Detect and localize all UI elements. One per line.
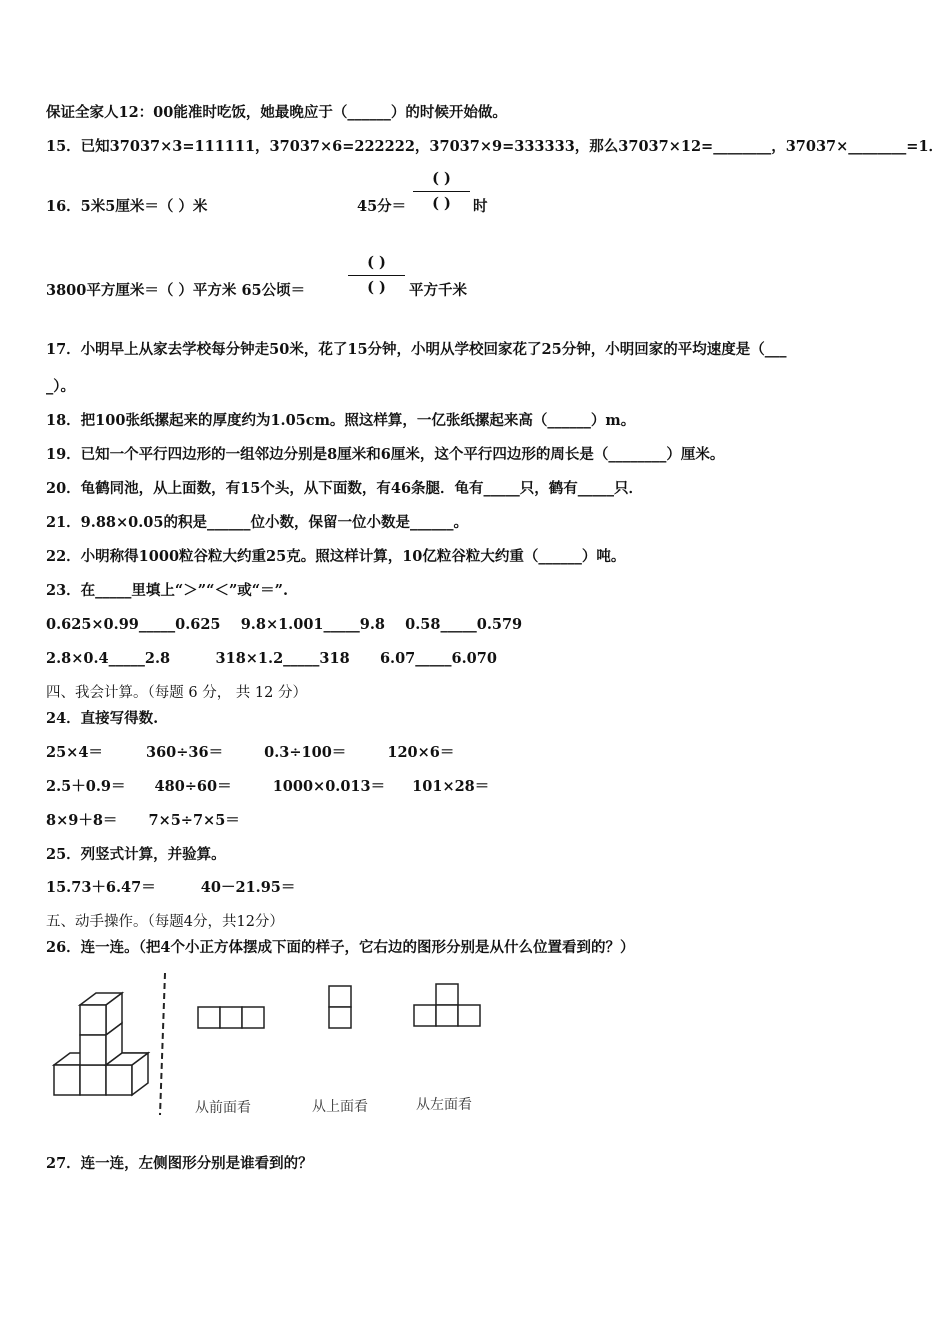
cube-views-figure	[40, 965, 510, 1125]
calc-item: 40－21.95＝	[200, 879, 296, 896]
question-20: 20．龟鹤同池，从上面数，有15个头，从下面数，有46条腿．龟有_____只，鹤有_____只．	[46, 480, 644, 497]
section-4-heading: 四、我会计算。（每题 6 分， 共 12 分）	[46, 685, 307, 701]
question-16-part-c-prefix: 3800平方厘米＝（ ）平方米 65公顷＝	[46, 282, 306, 299]
question-24-row-3	[46, 812, 240, 830]
fraction-denominator: ( )	[432, 195, 451, 212]
calc-item: 1000×0.013＝	[272, 778, 386, 795]
fraction-bar	[348, 275, 405, 276]
question-15: 15．已知37037×3=111111，37037×6=222222，37037×9=333333，那么37037×12=________，37037×________=1．	[46, 138, 944, 155]
question-26: 26．连一连。（把4个小正方体摆成下面的样子，它右边的图形分别是从什么位置看到的？）	[46, 939, 635, 956]
fraction-square-km	[348, 254, 405, 297]
calc-item: 480÷60＝	[154, 778, 232, 795]
question-18: 18．把100张纸摞起来的厚度约为1.05cm。照这样算，一亿张纸摞起来高（______）m。	[46, 412, 636, 429]
calc-item: 0.3÷100＝	[264, 744, 347, 761]
left-view-drawing	[414, 984, 480, 1026]
question-25-row	[46, 879, 295, 897]
question-16-part-c-suffix: 平方千米	[409, 282, 467, 299]
calc-item: 7×5÷7×5＝	[148, 812, 240, 829]
fraction-numerator: ( )	[432, 170, 451, 187]
calc-item: 120×6＝	[387, 744, 455, 761]
fraction-hours	[413, 170, 470, 213]
question-16-part-b-suffix: 时	[473, 198, 488, 215]
question-17-line-1: 17．小明早上从家去学校每分钟走50米，花了15分钟，小明从学校回家花了25分钟，小明回家的平均速度是（___	[46, 341, 787, 358]
cube-stack-drawing	[54, 993, 148, 1095]
calc-item: 101×28＝	[412, 778, 490, 795]
question-22: 22．小明称得1000粒谷粒大约重25克。照这样计算，10亿粒谷粒大约重（______）吨。	[46, 548, 626, 565]
question-24: 24．直接写得数.	[46, 710, 159, 727]
front-view-drawing	[198, 1007, 264, 1028]
question-24-row-2	[46, 778, 489, 796]
question-16-part-a: 16．5米5厘米＝（ ）米	[46, 198, 208, 215]
calc-item: 15.73＋6.47＝	[46, 879, 156, 896]
question-23-row-2: 2.8×0.4_____2.8 318×1.2_____318 6.07_____6.070	[46, 650, 497, 667]
calc-item: 2.5＋0.9＝	[46, 778, 126, 795]
fraction-bar	[413, 191, 470, 192]
question-21: 21．9.88×0.05的积是______位小数，保留一位小数是______。	[46, 514, 468, 531]
question-24-row-1	[46, 744, 454, 762]
question-16-part-b-prefix: 45分＝	[357, 198, 407, 215]
calc-item: 25×4＝	[46, 744, 103, 761]
fraction-numerator: ( )	[367, 254, 386, 271]
top-view-drawing	[329, 986, 351, 1028]
question-23: 23．在_____里填上“＞”“＜”或“＝”.	[46, 582, 289, 599]
left-view-label: 从左面看	[416, 1097, 472, 1113]
top-view-label: 从上面看	[312, 1099, 368, 1115]
question-23-row-1: 0.625×0.99_____0.625 9.8×1.001_____9.8 0.58_____0.579	[46, 616, 523, 633]
front-view-label: 从前面看	[195, 1100, 251, 1116]
calc-item: 360÷36＝	[145, 744, 224, 761]
question-25: 25．列竖式计算，并验算。	[46, 846, 226, 863]
question-17-line-2: _）。	[46, 378, 75, 395]
fraction-denominator: ( )	[367, 279, 386, 296]
calc-item: 8×9＋8＝	[46, 812, 118, 829]
question-14-tail: 保证全家人12：00能准时吃饭，她最晚应于（______）的时候开始做。	[46, 104, 507, 121]
dashed-divider	[160, 973, 165, 1115]
question-19: 19．已知一个平行四边形的一组邻边分别是8厘米和6厘米，这个平行四边形的周长是（________）厘米。	[46, 446, 725, 463]
question-27: 27．连一连，左侧图形分别是谁看到的？	[46, 1155, 313, 1172]
section-5-heading: 五、动手操作。（每题4分，共12分）	[46, 914, 284, 930]
